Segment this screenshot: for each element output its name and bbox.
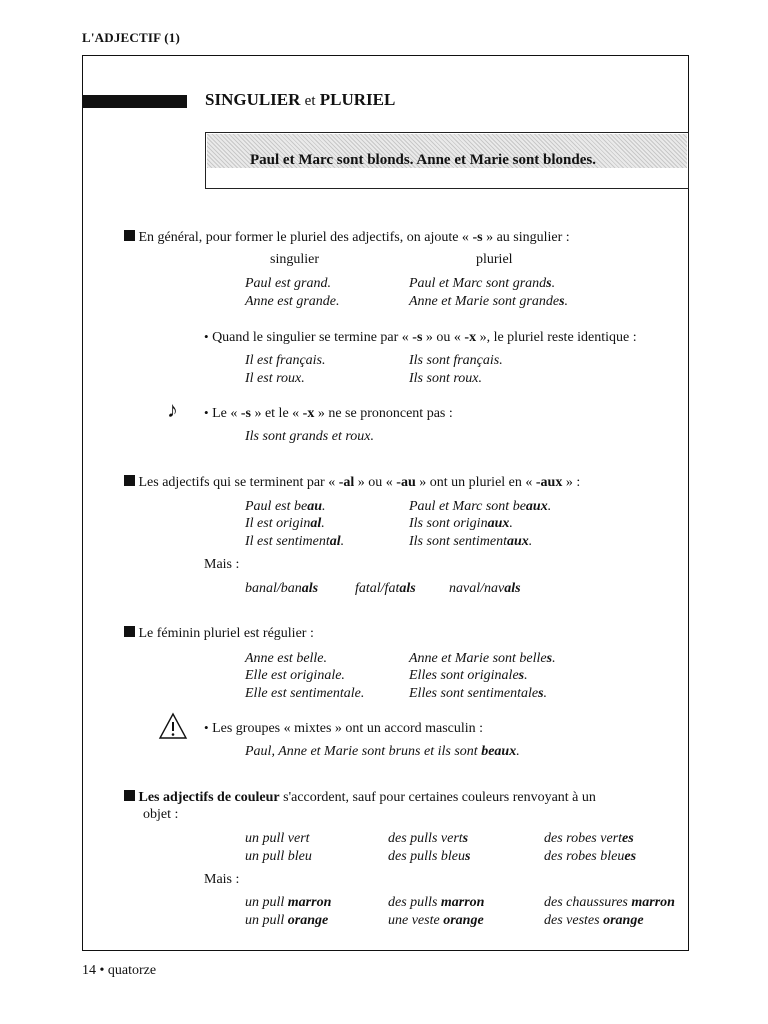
color-example: un pull vert bbox=[245, 831, 310, 846]
example-plural: Anne et Marie sont grandes. bbox=[409, 294, 569, 309]
exception-item: banal/banals bbox=[245, 581, 319, 596]
color-example: des pulls bleus bbox=[388, 849, 471, 864]
bullet-square-icon bbox=[124, 626, 135, 637]
example-singular: Il est sentimental. bbox=[245, 534, 345, 549]
rule-1c: • Le « -s » et le « -x » ne se prononcent pas : bbox=[204, 405, 453, 421]
example-plural: Paul et Marc sont grands. bbox=[409, 276, 556, 291]
rule-1: En général, pour former le pluriel des adjectifs, on ajoute « -s » au singulier : bbox=[124, 230, 570, 246]
example-plural: Anne et Marie sont belles. bbox=[409, 651, 556, 666]
color-example: des vestes orange bbox=[544, 913, 644, 928]
example-plural: Ils sont français. bbox=[409, 353, 503, 368]
mais-label: Mais : bbox=[204, 557, 240, 572]
mixed-example: Paul, Anne et Marie sont bruns et ils sont beaux. bbox=[245, 744, 520, 759]
example-singular: Paul est grand. bbox=[245, 276, 331, 291]
example-singular: Anne est grande. bbox=[245, 294, 340, 309]
bullet-square-icon bbox=[124, 790, 135, 801]
color-example: un pull marron bbox=[245, 895, 332, 910]
bullet-dot-icon: • bbox=[99, 963, 105, 978]
exception-item: naval/navals bbox=[449, 581, 521, 596]
silent-letters-example: Ils sont grands et roux. bbox=[245, 429, 374, 444]
page-footer bbox=[82, 963, 156, 979]
column-header-singulier: singulier bbox=[270, 252, 319, 267]
rule-3-mixed: • Les groupes « mixtes » ont un accord masculin : bbox=[204, 720, 484, 736]
example-singular: Anne est belle. bbox=[245, 651, 328, 666]
section-title: SINGULIER et PLURIEL bbox=[205, 90, 396, 109]
rule-4-continuation: objet : bbox=[143, 807, 179, 822]
example-singular: Elle est sentimentale. bbox=[245, 686, 365, 701]
color-example: des pulls verts bbox=[388, 831, 469, 846]
exception-item: fatal/fatals bbox=[355, 581, 416, 596]
example-plural: Elles sont sentimentales. bbox=[409, 686, 548, 701]
color-example: un pull bleu bbox=[245, 849, 312, 864]
rule-2: Les adjectifs qui se terminent par « -al » ou « -au » ont un pluriel en « -aux » : bbox=[124, 475, 580, 491]
page-word: quatorze bbox=[107, 963, 157, 978]
example-sentence: Paul et Marc sont blonds. Anne et Marie sont blondes. bbox=[250, 152, 596, 168]
example-singular: Paul est beau. bbox=[245, 499, 326, 514]
example-plural: Ils sont roux. bbox=[409, 371, 482, 386]
color-example: un pull orange bbox=[245, 913, 329, 928]
rule-3: Le féminin pluriel est régulier : bbox=[124, 626, 314, 642]
page-number: 14 bbox=[82, 963, 96, 978]
section-marker-bar bbox=[82, 95, 187, 108]
rule-4: Les adjectifs de couleur s'accordent, sauf pour certaines couleurs renvoyant à un bbox=[124, 790, 596, 806]
color-example: une veste orange bbox=[388, 913, 484, 928]
music-note-icon: ♪ bbox=[167, 397, 178, 422]
example-singular: Il est français. bbox=[245, 353, 326, 368]
example-singular: Il est roux. bbox=[245, 371, 305, 386]
rule-1b: • Quand le singulier se termine par « -s » ou « -x », le pluriel reste identique : bbox=[204, 329, 637, 345]
bullet-dot-icon: • bbox=[204, 720, 209, 735]
example-plural: Elles sont originales. bbox=[409, 668, 528, 683]
bullet-dot-icon: • bbox=[204, 329, 209, 344]
warning-icon bbox=[158, 712, 188, 740]
bullet-square-icon bbox=[124, 475, 135, 486]
color-example: des pulls marron bbox=[388, 895, 485, 910]
example-plural: Ils sont originaux. bbox=[409, 516, 513, 531]
bullet-dot-icon: • bbox=[204, 405, 209, 420]
example-plural: Ils sont sentimentaux. bbox=[409, 534, 533, 549]
bullet-square-icon bbox=[124, 230, 135, 241]
color-example: des chaussures marron bbox=[544, 895, 675, 910]
chapter-header: L'ADJECTIF (1) bbox=[82, 30, 181, 45]
column-header-pluriel: pluriel bbox=[476, 252, 513, 267]
color-example: des robes bleues bbox=[544, 849, 637, 864]
example-singular: Il est original. bbox=[245, 516, 325, 531]
example-plural: Paul et Marc sont beaux. bbox=[409, 499, 552, 514]
example-singular: Elle est originale. bbox=[245, 668, 345, 683]
mais-label: Mais : bbox=[204, 872, 240, 887]
color-example: des robes vertes bbox=[544, 831, 634, 846]
